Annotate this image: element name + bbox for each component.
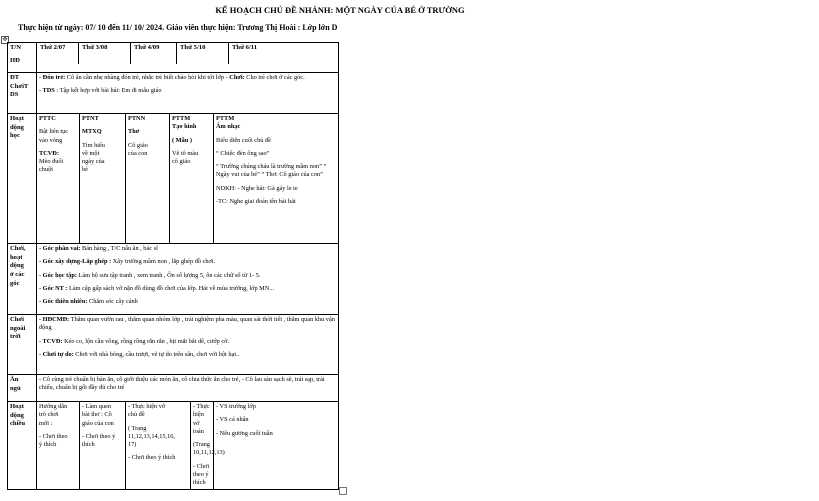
row-label-choi-goc: Chơi, hoạt động ở các góc <box>8 244 37 315</box>
chieu-thursday: - Thực hiện vở toán (Trang 10,11,12,13) - Chơi theo ý thích <box>193 403 225 487</box>
corner-day-label: T/N <box>10 44 21 51</box>
chieu-wednesday: - Thực hiện vở chủ đề ( Trang 11,12,13,14,15,16, 17) - Chơi theo ý thích <box>126 402 191 489</box>
row-choi-ngoai-troi <box>8 315 339 375</box>
don-tre-content: - Đón trẻ: Cô ân cần nhẹ nhàng đón trẻ, nhắc trẻ biết chào hỏi khi tới lớp - Chơi: Cho trẻ chơi ở các góc. - TDS : Tập kết hợp với bài hát: Em đi mẫu giáo <box>37 73 339 114</box>
day-friday: Thứ 6/11 <box>232 44 258 51</box>
row-hoat-dong-chieu <box>8 402 339 490</box>
hoc-thursday: PTTM Tạo hình ( Mẫu ) Vẽ tô màu cô giáo <box>170 114 214 244</box>
row-an-ngu <box>8 375 339 402</box>
header-row <box>8 43 339 73</box>
days-header-cell <box>37 43 339 73</box>
table-move-handle-icon[interactable]: ✥ <box>2 37 8 43</box>
row-label-an-ngu: Ăn ngủ <box>8 375 37 402</box>
row-don-tre <box>8 73 339 114</box>
choi-ngoai-troi-content: - HĐCMĐ: Thăm quan vườn rau , thăm quan nhóm lớp , trải nghiệm pha màu, quan sát thời tiết , thăm quan khu vận động - TCVĐ: Kéo co, lộn cầu vồng, rồng rồng rắn rắn , bịt mắt bắt dê, cướp cờ. - Chơi tự do: Chơi với nhà bóng, cầu trượt, vẽ tự do trên sân, chơi với hột hạt.. <box>37 315 339 375</box>
row-label-don-tre: ĐT ChơiT DS <box>8 73 37 114</box>
row-hoat-dong-hoc <box>8 114 339 244</box>
an-ngu-content: - Cô cùng trẻ chuẩn bị bàn ăn, cô giới thiệu các món ăn, cô chia thức ăn cho trẻ, - Cô lau sàn sạch sẽ, trải sạp, trải chiếu, chuẩn bị gối đầy đủ cho trẻ <box>37 375 339 402</box>
hoc-monday: PTTC Bật liên tục vào vòng TCVĐ: Mèo đuổi chuột <box>37 114 80 244</box>
choi-goc-content: - Góc phân vai: Bán hàng , T/C nấu ăn , bác sĩ - Góc xây dựng-Lắp ghép : Xây trường mầm non , lắp ghép đồ chơi. - Góc học tập: Làm bộ sưu tập tranh , xem tranh , Ôn số lượng 5, ôn các chữ số từ 1- 5. - Góc NT : Làm cập gấp sách vở nặn đồ dùng đồ chơi của lớp. Hát về mùa trường, lớp MN... - Góc thiên nhiên: Chăm sóc cây cảnh <box>37 244 339 315</box>
chieu-tuesday: - Làm quen bài thơ : Cô giáo của con - Chơi theo ý thích <box>80 402 126 490</box>
hoc-tuesday: PTNT MTXQ Tìm hiểu về một ngày của bé <box>80 114 126 244</box>
day-tuesday: Thứ 3/08 <box>82 44 108 51</box>
row-label-hoat-dong-chieu: Hoạt động chiều <box>8 402 37 490</box>
weekly-plan-table <box>7 42 339 490</box>
plan-subtitle: Thực hiện từ ngày: 07/ 10 đến 11/ 10/ 2024. Giáo viên thực hiện: Trương Thị Hoài : Lớp lớn D <box>18 23 338 32</box>
hoc-wednesday: PTNN Thơ Cô giáo của con <box>126 114 170 244</box>
row-choi-goc <box>8 244 339 315</box>
day-thursday: Thứ 5/10 <box>180 44 206 51</box>
table-resize-handle[interactable] <box>339 487 347 495</box>
corner-activity-label: HĐ <box>10 56 20 64</box>
day-wednesday: Thứ 4/09 <box>134 44 160 51</box>
chieu-monday: Hướng dẫn trò chơi mới : - Chơi theo ý thích <box>37 402 80 490</box>
hoc-friday: PTTM Âm nhạc Biểu diễn cuối chủ đề “ Chiếc đèn ông sao” “ Trường chúng cháu là trường mầm non” “ Ngày vui của bé” “ Thơ: Cô giáo của con” NDKH: - Nghe hát: Gà gáy le te -TC: Nghe giai đoán tên bài hát <box>214 114 339 244</box>
row-label-hoat-dong-hoc: Hoạt động học <box>8 114 37 244</box>
chieu-friday: - VS trường lớp - VS cá nhân - Nêu gương cuối tuần <box>214 402 339 490</box>
row-label-choi-ngoai-troi: Chơi ngoài trời <box>8 315 37 375</box>
day-monday: Thứ 2/07 <box>40 44 66 51</box>
corner-cell <box>8 43 37 73</box>
plan-title: KẾ HOẠCH CHỦ ĐỀ NHÁNH: MỘT NGÀY CỦA BÉ Ở TRƯỜNG <box>215 5 465 15</box>
chieu-wed-thu <box>126 402 225 490</box>
